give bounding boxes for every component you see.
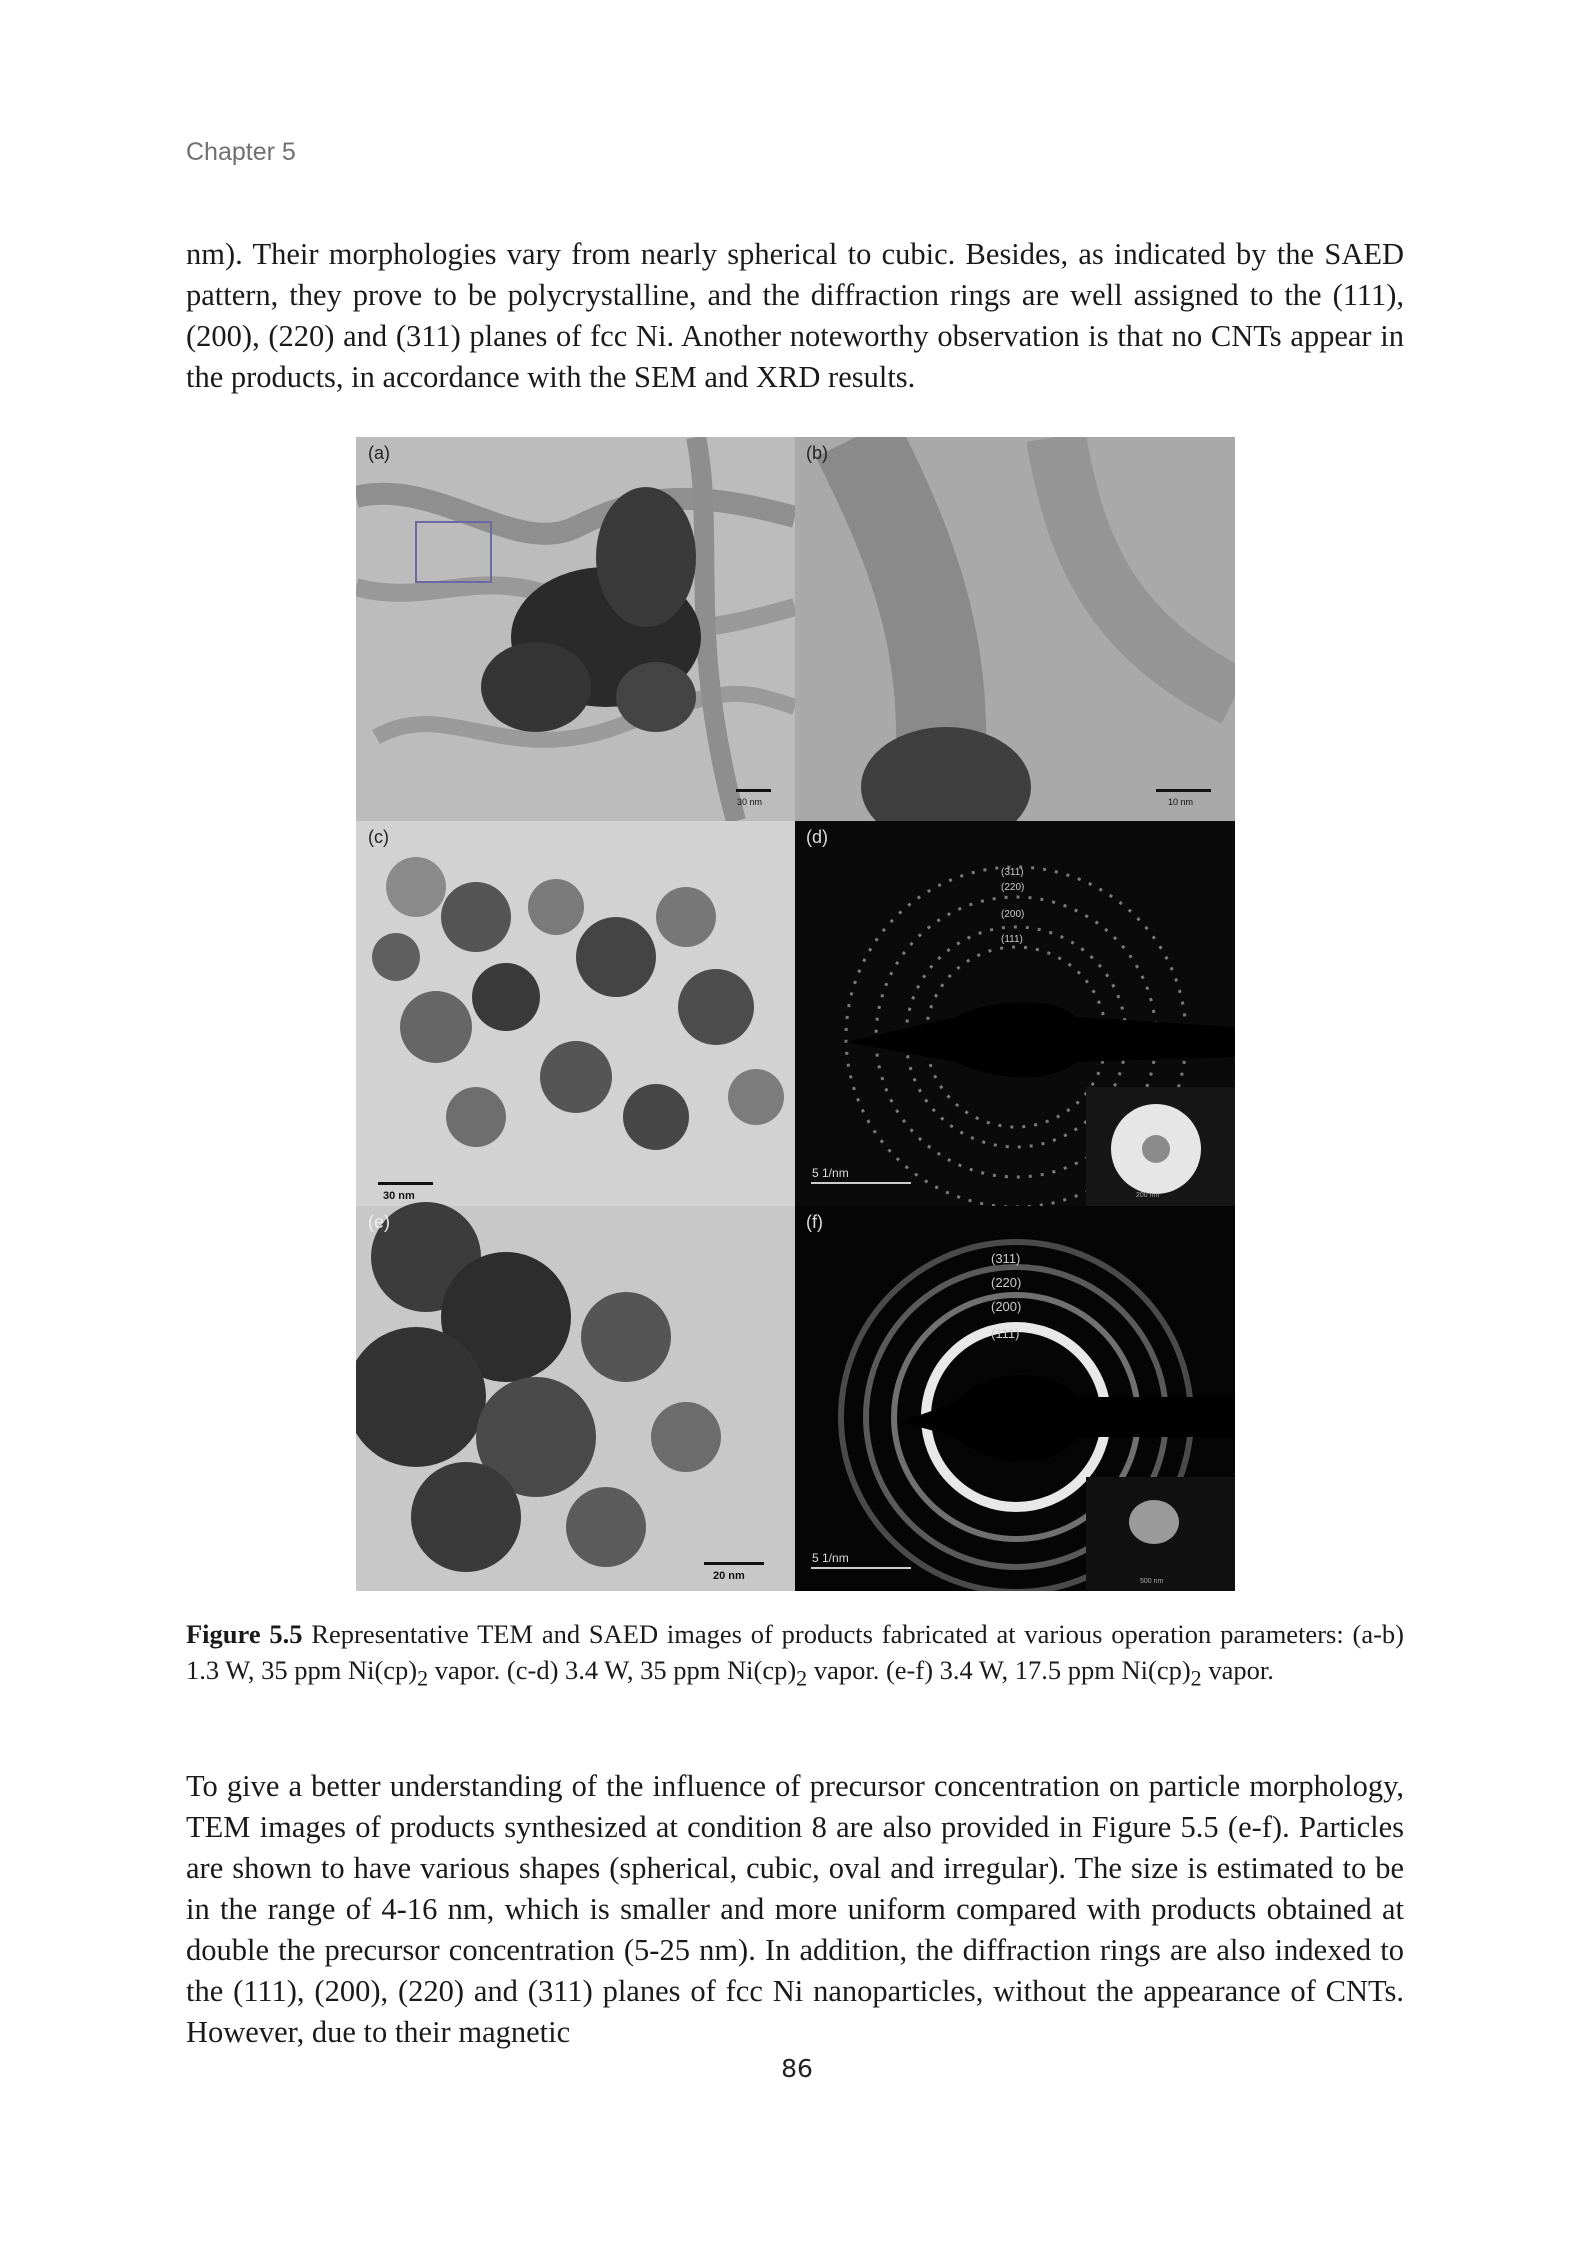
page-number: 86: [781, 2054, 813, 2083]
body-paragraph-2: To give a better understanding of the influence of precursor concentration on particle morphology, TEM images of products synthesized at condition 8 are also provided in Figure 5.5 (e-f). Particles are shown to have various shapes (spherical, cubic, oval and irregular). The size is estimated to be in the range of 4-16 nm, which is smaller and more uniform compared with products obtained at double the precursor concentration (5-25 nm). In addition, the diffraction rings are also indexed to the (111), (200), (220) and (311) planes of fcc Ni nanoparticles, without the appearance of CNTs. However, due to their magnetic: [186, 1769, 1404, 2049]
figure-caption: [186, 1616, 1404, 1696]
panel-b-scale: 10 nm: [1168, 797, 1194, 807]
figure-5-5: [356, 437, 1235, 1591]
panel-f-label: (f): [806, 1212, 823, 1232]
panel-e: [356, 1202, 795, 1591]
panel-b-label: (b): [806, 443, 828, 463]
panel-d-inset-scale: 200 nm: [1136, 1192, 1160, 1199]
caption-subscript-2: 2: [796, 1665, 808, 1691]
panel-d-label: (d): [806, 827, 828, 847]
panel-c-label: (c): [368, 827, 389, 847]
panel-a: [356, 437, 795, 821]
caption-part-4: vapor.: [1201, 1655, 1274, 1685]
caption-part-2: vapor. (c-d) 3.4 W, 35 ppm Ni(cp): [428, 1655, 797, 1685]
caption-part-3: vapor. (e-f) 3.4 W, 17.5 ppm Ni(cp): [807, 1655, 1191, 1685]
panel-f-ring-200: (200): [991, 1299, 1022, 1314]
panel-f-ring-220: (220): [991, 1275, 1022, 1290]
figure-caption-label: Figure 5.5: [186, 1619, 303, 1649]
panel-f-ring-311: (311): [991, 1251, 1021, 1266]
panel-f-inset-scale: 500 nm: [1140, 1578, 1164, 1585]
panel-d-scale: 5 1/nm: [812, 1166, 849, 1180]
caption-subscript-3: 2: [1190, 1665, 1202, 1691]
panel-e-label: (e): [368, 1212, 390, 1232]
panel-d-ring-111: (111): [1001, 934, 1023, 945]
caption-part-1: Representative TEM and SAED images of products fabricated at various operation parameters: (a-b) 1.3 W, 35 ppm Ni(cp): [186, 1619, 1404, 1685]
panel-d-ring-311: (311): [1001, 867, 1024, 878]
panel-d-ring-220: (220): [1001, 882, 1025, 893]
panel-d-ring-200: (200): [1001, 909, 1025, 920]
body-paragraph-1: nm). Their morphologies vary from nearly spherical to cubic. Besides, as indicated by the SAED pattern, they prove to be polycrystalline, and the diffraction rings are well assigned to the (111), (200), (220) and (311) planes of fcc Ni. Another noteworthy observation is that no CNTs appear in the products, in accordance with the SEM and XRD results.: [186, 237, 1404, 394]
panel-c: [356, 821, 795, 1206]
panel-f: [795, 1206, 1235, 1591]
panel-f-scale: 5 1/nm: [812, 1551, 849, 1565]
running-header: Chapter 5: [186, 138, 296, 166]
panel-f-ring-111: (111): [991, 1326, 1020, 1341]
panel-c-scale: 30 nm: [383, 1190, 415, 1202]
caption-subscript-1: 2: [417, 1665, 429, 1691]
panel-a-label: (a): [368, 443, 390, 463]
panel-a-scale: 30 nm: [737, 797, 763, 807]
panel-b: [795, 437, 1235, 847]
panel-e-scale: 20 nm: [713, 1570, 745, 1582]
panel-d: [795, 821, 1235, 1207]
